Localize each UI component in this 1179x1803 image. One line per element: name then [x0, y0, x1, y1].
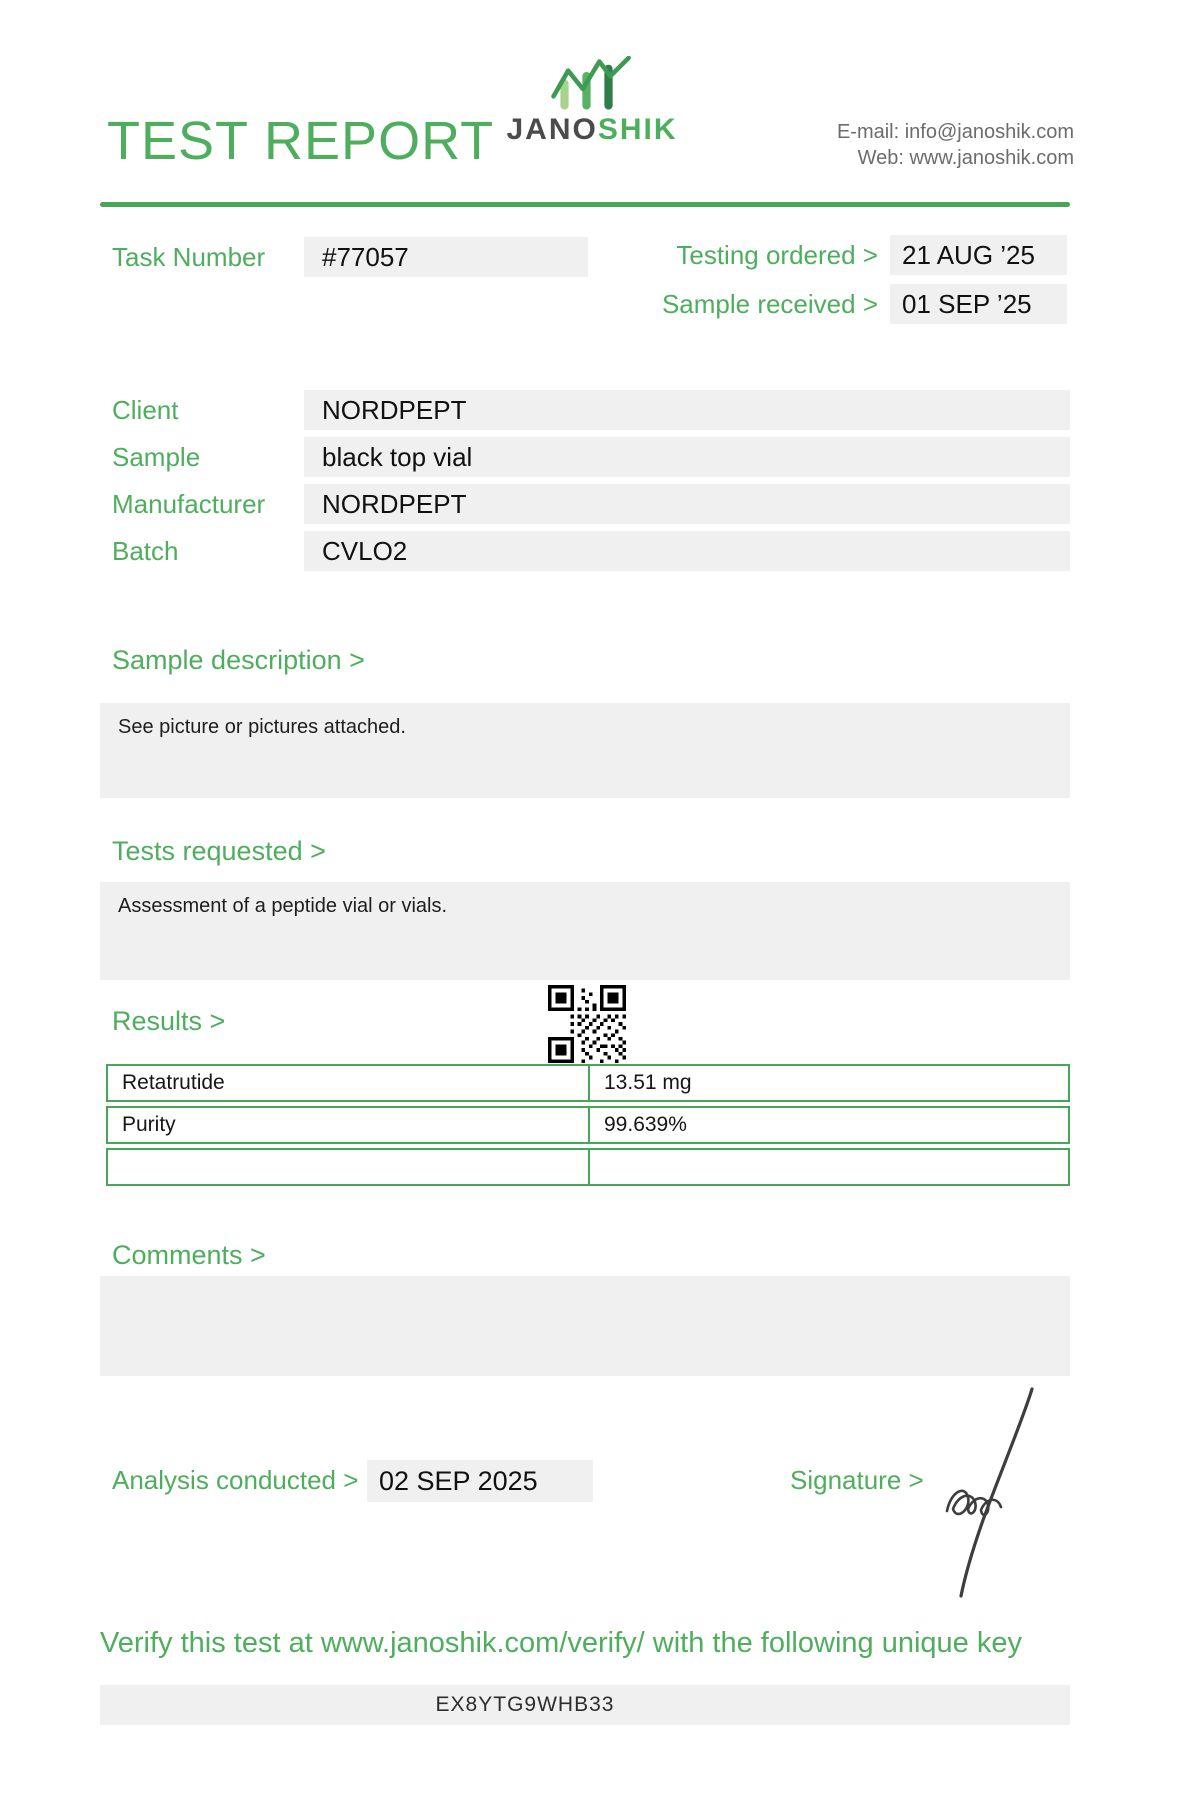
table-row — [106, 1148, 1070, 1186]
manufacturer-value: NORDPEPT — [304, 484, 1070, 524]
results-heading: Results > — [112, 1006, 226, 1036]
comments-box — [100, 1276, 1070, 1376]
logo-wordmark — [492, 113, 692, 147]
testing-ordered-label: Testing ordered > — [676, 240, 878, 270]
table-row — [106, 1106, 1070, 1144]
client-value: NORDPEPT — [304, 390, 1070, 430]
result-name: Purity — [108, 1108, 590, 1142]
result-name: Retatrutide — [108, 1066, 590, 1100]
sample-label: Sample — [112, 442, 201, 472]
results-table — [106, 1064, 1070, 1186]
sample-received-label: Sample received > — [661, 289, 878, 319]
page-title: TEST REPORT — [107, 111, 495, 171]
logo-text-green: SHIK — [597, 113, 678, 146]
tests-requested-box — [100, 882, 1070, 980]
batch-value: CVLO2 — [304, 531, 1070, 571]
task-number-value: #77057 — [304, 237, 588, 277]
result-value: 99.639% — [604, 1113, 687, 1136]
analysis-conducted-value: 02 SEP 2025 — [367, 1460, 593, 1502]
sample-description-box — [100, 703, 1070, 798]
unique-key-value: EX8YTG9WHB33 — [435, 1693, 615, 1716]
janoshik-logo — [492, 56, 692, 147]
result-value — [590, 1150, 1068, 1184]
tests-requested-text: Assessment of a peptide vial or vials. — [118, 895, 448, 917]
table-row — [106, 1064, 1070, 1102]
contact-info — [837, 119, 1074, 171]
task-number-label: Task Number — [112, 242, 266, 272]
testing-ordered-value: 21 AUG ’25 — [890, 235, 1067, 275]
bar-chart-growth-icon — [548, 56, 636, 111]
unique-key-box — [100, 1685, 1070, 1725]
sample-description-text: See picture or pictures attached. — [118, 716, 406, 738]
verify-instruction: Verify this test at www.janoshik.com/verify/ with the following unique key — [100, 1627, 1022, 1659]
analysis-conducted-label: Analysis conducted > — [112, 1465, 359, 1495]
tests-requested-heading: Tests requested > — [112, 836, 326, 866]
manufacturer-label: Manufacturer — [112, 489, 266, 519]
header-divider — [100, 202, 1070, 207]
contact-email: E-mail: info@janoshik.com — [836, 121, 1074, 143]
contact-web: Web: www.janoshik.com — [857, 147, 1074, 169]
result-name — [108, 1150, 590, 1184]
sample-value: black top vial — [304, 437, 1070, 477]
comments-heading: Comments > — [112, 1240, 266, 1270]
client-label: Client — [112, 395, 179, 425]
sample-description-heading: Sample description > — [112, 645, 365, 675]
batch-label: Batch — [112, 536, 179, 566]
sample-received-value: 01 SEP ’25 — [890, 284, 1067, 324]
signature-label: Signature > — [790, 1465, 924, 1495]
signature-scribble — [935, 1385, 1045, 1600]
logo-text-dark: JANO — [506, 113, 598, 146]
qr-code — [548, 985, 626, 1063]
result-value: 13.51 mg — [604, 1071, 692, 1094]
